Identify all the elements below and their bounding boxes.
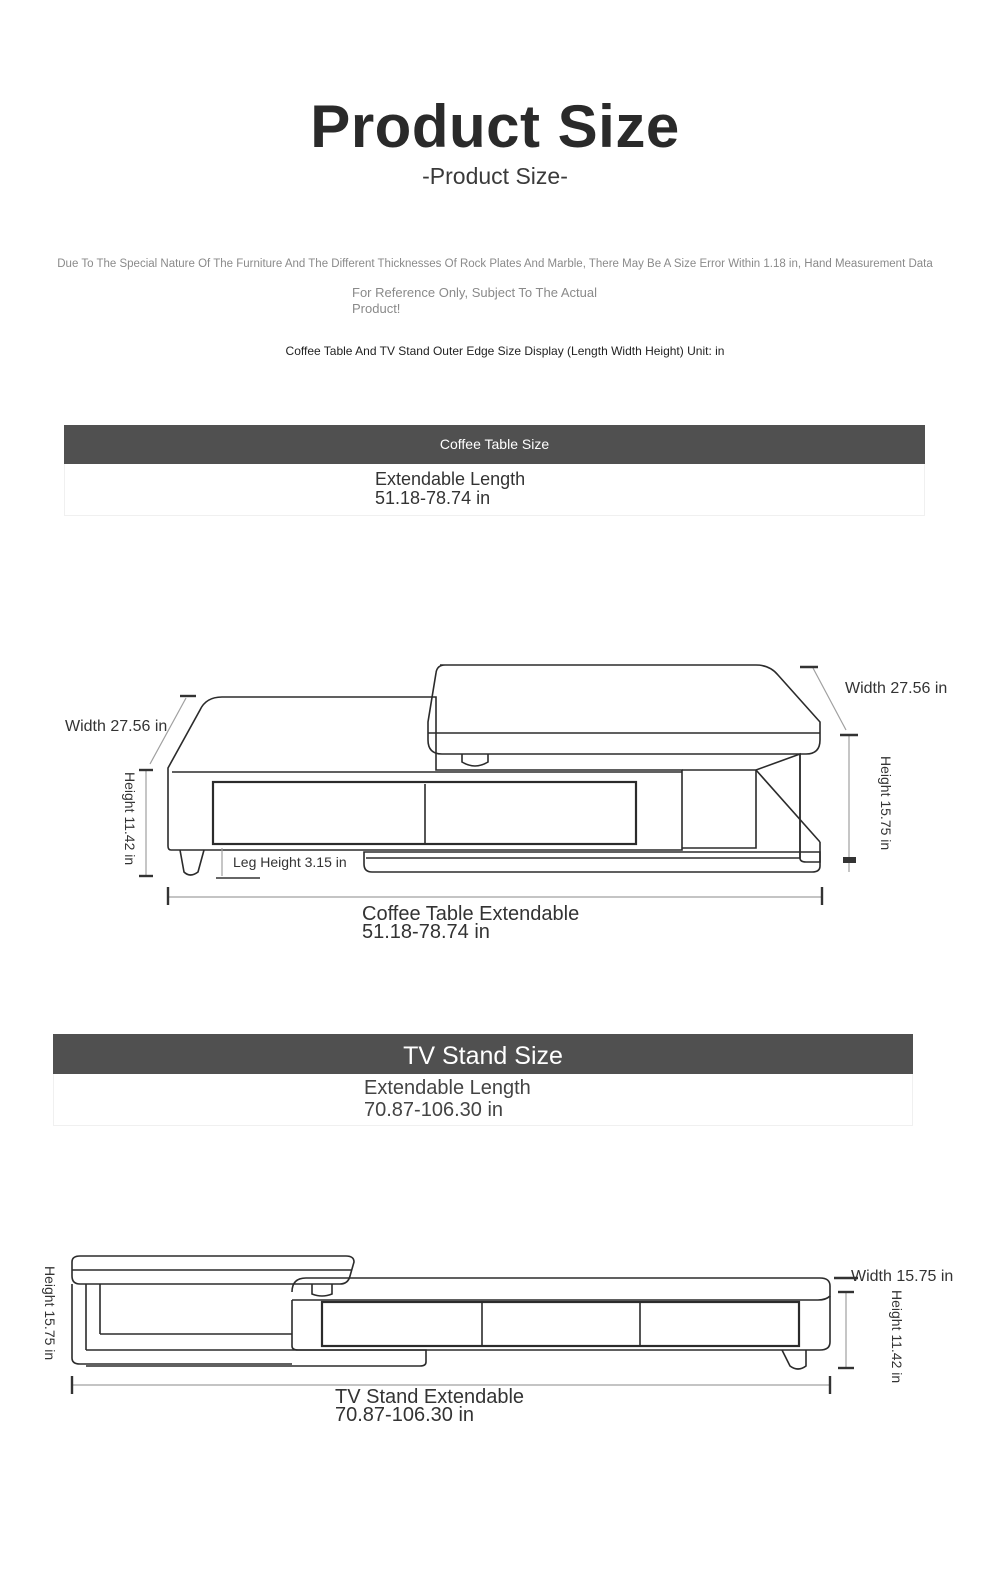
coffee-table-width-left: Width 27.56 in <box>65 718 168 735</box>
tv-stand-caption-value: 70.87-106.30 in <box>335 1404 475 1426</box>
page-title: Product Size <box>310 93 680 160</box>
tv-stand-caption-label: TV Stand Extendable <box>335 1386 525 1408</box>
coffee-table-drawing <box>168 665 820 875</box>
coffee-table-leg-height: Leg Height 3.15 in <box>233 854 347 870</box>
tv-stand-height-left: Height 15.75 in <box>42 1266 58 1361</box>
reference-notice: For Reference Only, Subject To The Actual Product! <box>352 285 597 316</box>
tv-stand-size-band: TV Stand Size <box>53 1034 913 1074</box>
tv-stand-drawing <box>72 1256 830 1369</box>
coffee-table-height-right: Height 15.75 in <box>878 756 894 851</box>
unit-note: Coffee Table And TV Stand Outer Edge Size Display (Length Width Height) Unit: in <box>285 344 725 358</box>
coffee-table-caption-value: 51.18-78.74 in <box>362 921 490 943</box>
tv-stand-extend-label: Extendable Length <box>364 1077 531 1099</box>
coffee-table-caption-label: Coffee Table Extendable <box>362 903 580 925</box>
tv-stand-height-right: Height 11.42 in <box>889 1290 905 1384</box>
coffee-table-width-right: Width 27.56 in <box>845 680 948 697</box>
tv-stand-width-right: Width 15.75 in <box>851 1268 954 1285</box>
coffee-table-extend-label: Extendable Length <box>375 469 526 489</box>
tv-stand-extend-value: 70.87-106.30 in <box>364 1099 504 1121</box>
tv-stand-caption <box>335 1388 524 1424</box>
tv-stand-dimension-lines <box>72 1278 858 1394</box>
coffee-table-height-left: Height 11.42 in <box>122 772 138 866</box>
page-subtitle: -Product Size- <box>422 163 568 189</box>
coffee-table-size-band: Coffee Table Size <box>64 425 925 464</box>
coffee-table-caption <box>362 905 579 941</box>
size-error-notice: Due To The Special Nature Of The Furniture And The Different Thicknesses Of Rock Plates And Marble, There May Be A Size Error Within 1.18 in, Hand Measurement Data <box>57 258 933 270</box>
coffee-table-extend-value: 51.18-78.74 in <box>375 488 491 508</box>
tv-stand-extend-text <box>364 1077 531 1121</box>
